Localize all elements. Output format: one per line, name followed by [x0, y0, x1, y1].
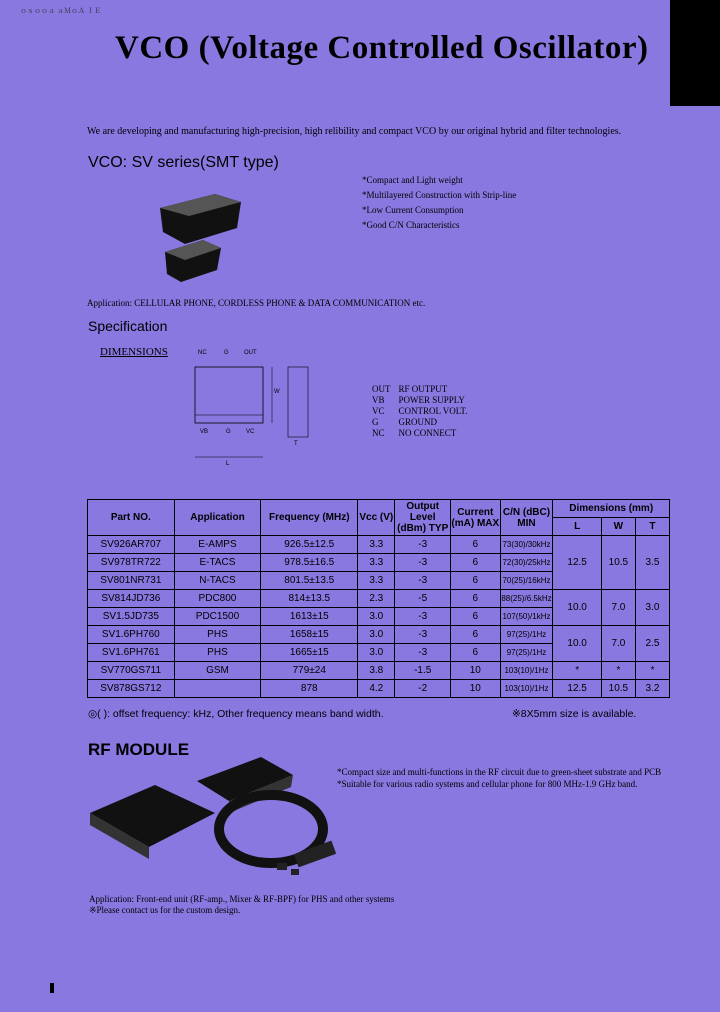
table-row: SV926AR707 E-AMPS 926.5±12.5 3.3 -3 6 73(30)/30kHz 12.5 10.5 3.5 — [88, 536, 670, 554]
spec-table — [87, 499, 670, 698]
legend-row: OUT RF OUTPUT — [372, 384, 448, 394]
vco-features — [362, 173, 516, 233]
rf-feature: *Suitable for various radio systems and cellular phone for 800 MHz-1.9 GHz band. — [337, 779, 638, 789]
dim-l: 12.5 — [553, 680, 601, 698]
vco-application: Application: CELLULAR PHONE, CORDLESS PHONE & DATA COMMUNICATION etc. — [87, 298, 426, 308]
rf-feature: *Compact size and multi-functions in the RF circuit due to green-sheet substrate and PCB — [337, 767, 662, 777]
pin-label: G — [226, 429, 231, 435]
legend-row: VC CONTROL VOLT. — [372, 406, 468, 416]
dim-l: 10.0 — [553, 590, 601, 626]
pin-legend — [372, 384, 476, 439]
pin-label: VB — [200, 429, 209, 435]
header-mark: ｏｓｏｏａ ａＭｏＡ ＩＥ — [20, 8, 101, 15]
col-header-application: Application — [174, 500, 261, 536]
vco-heading: VCO: SV series(SMT type) — [88, 154, 279, 171]
col-header-current: Current (mA) MAX — [451, 500, 501, 536]
size-note: ※8X5mm size is available. — [512, 708, 637, 720]
page-marker — [50, 983, 54, 993]
dim-label: T — [294, 441, 298, 447]
vco-feature: *Compact and Light weight — [362, 175, 463, 185]
dim-t: 3.5 — [635, 536, 669, 590]
table-row: SV814JD736 PDC800 814±13.5 2.3 -5 6 88(25)/6.5kHz 10.0 7.0 3.0 — [88, 590, 670, 608]
pin-label: OUT — [244, 350, 257, 356]
dim-label: W — [274, 389, 280, 395]
rf-module-photo — [85, 755, 340, 885]
vco-chips-photo — [155, 188, 255, 283]
col-header-vcc: Vcc (V) — [358, 500, 395, 536]
dim-w: 7.0 — [601, 626, 635, 662]
dimensions-drawing — [190, 345, 320, 470]
table-row: SV978TR722 E-TACS 978.5±16.5 3.3 -3 6 72(30)/25kHz — [88, 554, 670, 572]
page-title: VCO (Voltage Controlled Oscillator) — [115, 30, 649, 66]
package-outline — [195, 367, 263, 423]
rf-features — [337, 766, 677, 790]
page-tab-bar — [670, 0, 720, 106]
rf-contact: ※Please contact us for the custom design. — [89, 905, 241, 915]
col-header-frequency: Frequency (MHz) — [261, 500, 358, 536]
package-side-view — [288, 367, 308, 437]
table-row: SV1.6PH761 PHS 1665±15 3.0 -3 6 97(25)/1Hz — [88, 644, 670, 662]
dim-w: 10.5 — [601, 536, 635, 590]
vco-feature: *Good C/N Characteristics — [362, 220, 460, 230]
offset-note: ◎( ): offset frequency: kHz, Other frequency means band width. — [88, 708, 384, 720]
legend-row: NC NO CONNECT — [372, 428, 457, 438]
dim-t: 3.0 — [635, 590, 669, 626]
legend-row: VB POWER SUPPLY — [372, 395, 465, 405]
pin-label: G — [224, 350, 229, 356]
dimensions-label: DIMENSIONS — [100, 346, 168, 358]
dim-t: * — [635, 662, 669, 680]
table-row: SV1.6PH760 PHS 1658±15 3.0 -3 6 97(25)/1Hz 10.0 7.0 2.5 — [88, 626, 670, 644]
dim-w: 7.0 — [601, 590, 635, 626]
pin-label: NC — [198, 350, 207, 356]
col-header-part: Part NO. — [88, 500, 175, 536]
dim-t: 2.5 — [635, 626, 669, 662]
table-row: SV1.5JD735 PDC1500 1613±15 3.0 -3 6 107(50)/1kHz — [88, 608, 670, 626]
vco-feature: *Multilayered Construction with Strip-line — [362, 190, 517, 200]
pin-label: VC — [246, 429, 255, 435]
vco-feature: *Low Current Consumption — [362, 205, 464, 215]
col-header-w: W — [601, 518, 635, 536]
dim-w: 10.5 — [601, 680, 635, 698]
col-header-l: L — [553, 518, 601, 536]
col-header-output: Output Level (dBm) TYP — [395, 500, 451, 536]
col-header-dimensions: Dimensions (mm) — [553, 500, 670, 518]
rf-module-heading: RF MODULE — [88, 740, 190, 759]
table-row: SV770GS711 GSM 779±24 3.8 -1.5 10 103(10)/1Hz * * * — [88, 662, 670, 680]
col-header-cn: C/N (dBC) MIN — [500, 500, 553, 536]
specification-heading: Specification — [88, 318, 168, 334]
dim-w: * — [601, 662, 635, 680]
intro-text: We are developing and manufacturing high-precision, high relibility and compact VCO by our original hybrid and filter technologies. — [87, 126, 622, 137]
dim-l: 10.0 — [553, 626, 601, 662]
table-row: SV878GS712 878 4.2 -2 10 103(10)/1Hz 12.5 10.5 3.2 — [88, 680, 670, 698]
dim-t: 3.2 — [635, 680, 669, 698]
col-header-t: T — [635, 518, 669, 536]
dim-label: L — [226, 461, 230, 467]
dim-l: 12.5 — [553, 536, 601, 590]
rf-footer — [89, 894, 394, 916]
table-row: SV801NR731 N-TACS 801.5±13.5 3.3 -3 6 70(25)/16kHz — [88, 572, 670, 590]
rf-application: Application: Front-end unit (RF-amp., Mixer & RF-BPF) for PHS and other systems — [89, 894, 395, 904]
dim-l: * — [553, 662, 601, 680]
rf-module-board — [90, 785, 215, 847]
legend-row: G GROUND — [372, 417, 438, 427]
